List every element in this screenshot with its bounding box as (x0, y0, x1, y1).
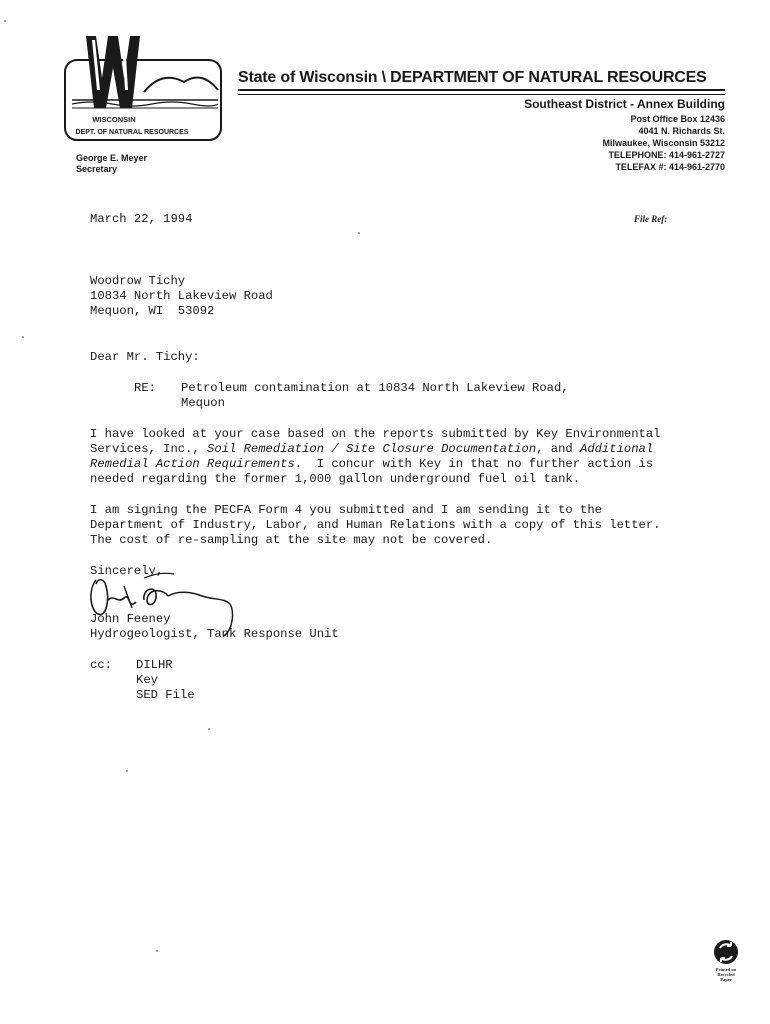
recycled-paper-label (708, 967, 744, 982)
scan-speck (22, 336, 24, 338)
paragraph-2-line-2: Department of Industry, Labor, and Human Relations with a copy of this letter. (90, 518, 661, 532)
paragraph-2-line-1: I am signing the PECFA Form 4 you submitted and I am sending it to the (90, 503, 602, 517)
dnr-logo (62, 30, 224, 148)
header-rule-thin (238, 94, 725, 95)
address-street: 4041 N. Richards St. (638, 126, 725, 136)
text-run: . I concur with Key in that no further action is (294, 457, 654, 471)
logo-text-line1: WISCONSIN (92, 115, 136, 124)
cc-label: cc: (90, 658, 112, 672)
recipient-name: Woodrow Tichy (90, 274, 186, 288)
re-label: RE: (134, 381, 156, 395)
report-title-remedial-action: Remedial Action Requirements (90, 457, 295, 471)
letter-date: March 22, 1994 (90, 212, 193, 226)
text-run: Services, Inc., (90, 442, 208, 456)
paragraph-1-line-2 (90, 442, 653, 457)
report-title-additional: Additional (580, 442, 654, 456)
paragraph-1-line-4: needed regarding the former 1,000 gallon underground fuel oil tank. (90, 472, 581, 486)
header-rule-thick (238, 89, 725, 91)
file-ref-label: File Ref: (634, 214, 668, 224)
secretary-title: Secretary (76, 164, 118, 174)
scan-speck (358, 232, 360, 234)
re-line-2: Mequon (181, 396, 225, 410)
address-po-box: Post Office Box 12436 (630, 114, 725, 124)
signer-name: John Feeney (90, 612, 171, 626)
text-run: , and (536, 442, 581, 456)
paragraph-2-line-3: The cost of re-sampling at the site may not be covered. (90, 533, 493, 547)
address-telefax: TELEFAX #: 414-961-2770 (615, 162, 725, 172)
recipient-city: Mequon, WI 53092 (90, 304, 215, 318)
department-title: State of Wisconsin \ DEPARTMENT OF NATURAL RESOURCES (238, 69, 707, 86)
recycle-label-line: Recycled (717, 972, 735, 977)
recipient-street: 10834 North Lakeview Road (90, 289, 273, 303)
recycle-icon (712, 938, 740, 966)
scan-speck (156, 950, 158, 952)
cc-item-key: Key (136, 673, 158, 687)
scan-speck (4, 20, 6, 22)
scan-speck (126, 770, 128, 772)
cc-item-dilhr: DILHR (136, 658, 173, 672)
address-district: Southeast District - Annex Building (524, 97, 725, 111)
scan-speck (208, 728, 210, 730)
signer-title: Hydrogeologist, Tank Response Unit (90, 627, 339, 641)
re-line-1: Petroleum contamination at 10834 North Lakeview Road, (181, 381, 569, 395)
report-title-soil-remediation: Soil Remediation / Site Closure Documentation (207, 442, 537, 456)
recycle-label-line: Paper (720, 977, 732, 982)
secretary-name: George E. Meyer (76, 153, 148, 163)
paragraph-1-line-3 (90, 457, 653, 472)
salutation: Dear Mr. Tichy: (90, 350, 200, 364)
address-telephone: TELEPHONE: 414-961-2727 (608, 150, 725, 160)
recycle-label-line: Printed on (715, 967, 737, 972)
logo-text-line2: DEPT. OF NATURAL RESOURCES (75, 129, 189, 136)
closing: Sincerely, (90, 564, 164, 578)
cc-item-sed-file: SED File (136, 688, 195, 702)
address-city: Milwaukee, Wisconsin 53212 (602, 138, 725, 148)
paragraph-1-line-1: I have looked at your case based on the reports submitted by Key Environmental (90, 427, 661, 441)
